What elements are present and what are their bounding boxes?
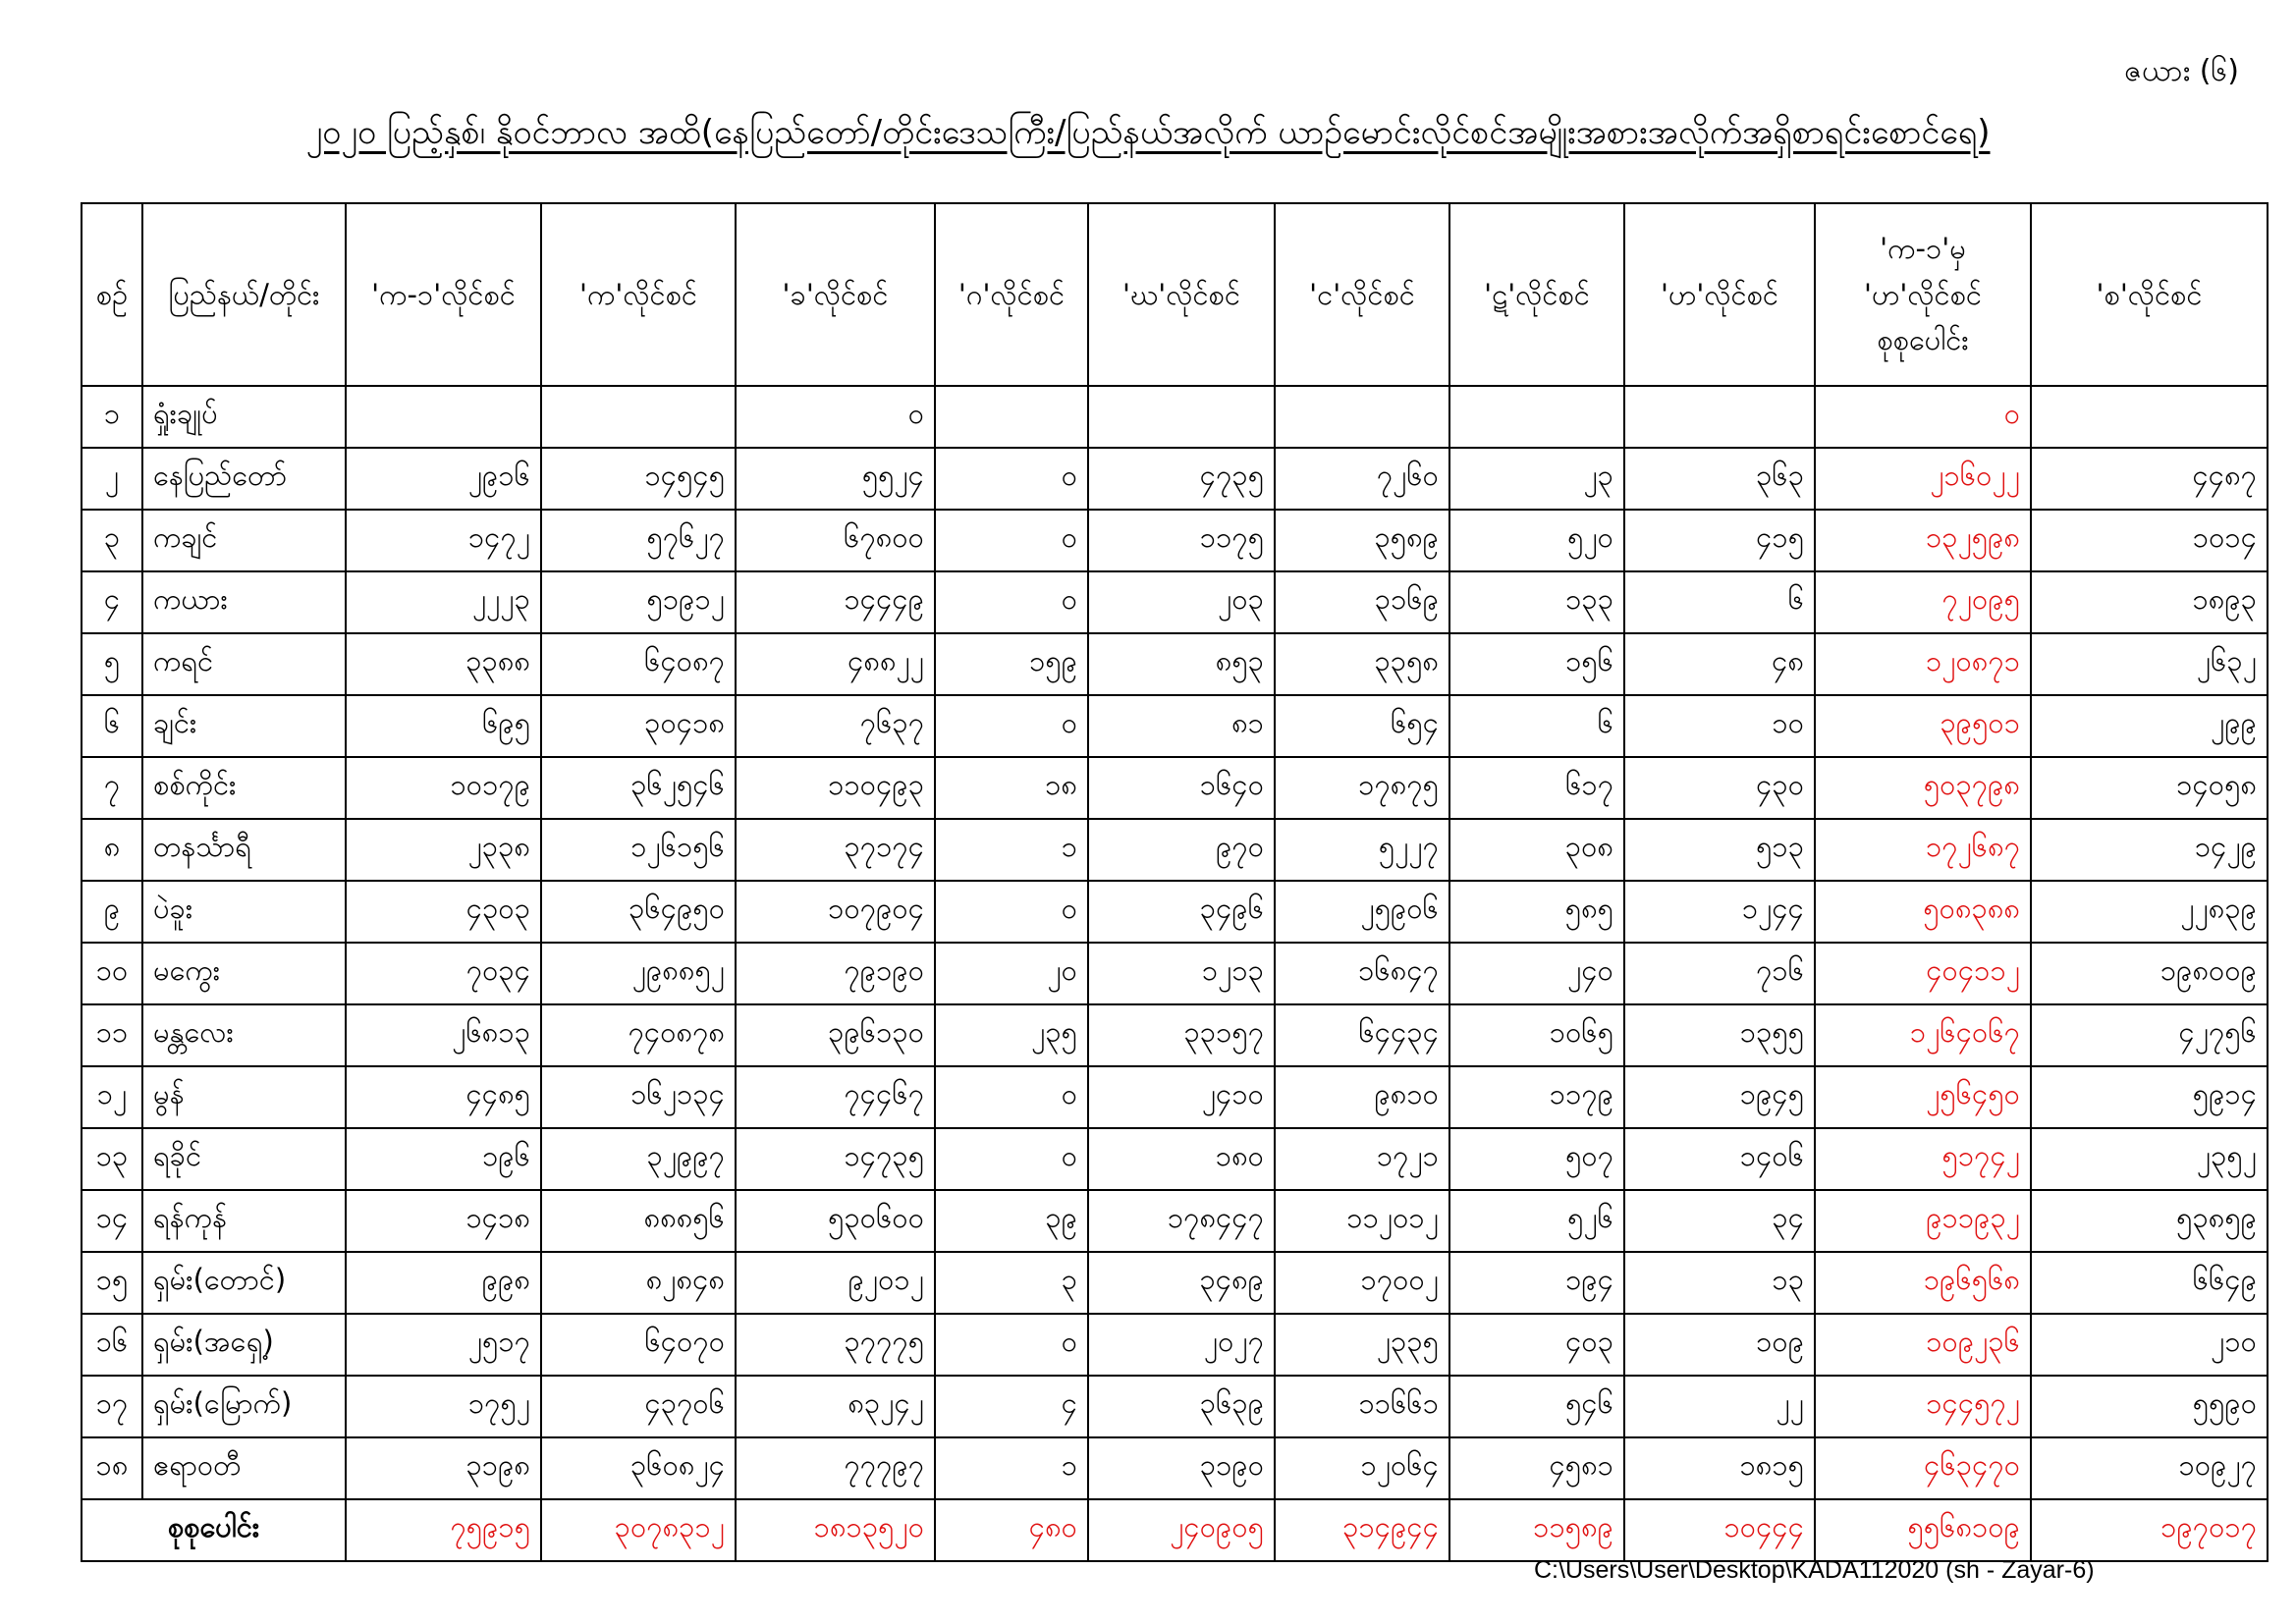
license-count-cell: ၅၁၉၁၂: [541, 571, 736, 633]
license-count-cell: ၆၄၀၈၇: [541, 633, 736, 695]
region-name-cell: ကချင်: [142, 510, 346, 571]
license-count-cell: ၁၄၅၄၅: [541, 448, 736, 510]
grand-total-cell: ၂၄၀၉၀၅: [1088, 1499, 1275, 1561]
license-count-cell: ၀: [736, 386, 935, 448]
license-count-cell: ၂၅၁၇: [346, 1314, 541, 1376]
license-count-cell: ၂၀၃: [1088, 571, 1275, 633]
license-count-cell: ၁၇၈၇၅: [1275, 757, 1449, 819]
table-row: [82, 1252, 2268, 1314]
license-count-cell: ၄၁၅: [1624, 510, 1815, 571]
license-count-cell: ၀: [935, 571, 1088, 633]
region-name-cell: မကွေး: [142, 943, 346, 1004]
license-count-cell: ၁၁၇၅: [1088, 510, 1275, 571]
region-name-cell: ရခိုင်: [142, 1128, 346, 1190]
license-count-cell: ၁၆၂၁၃၄: [541, 1066, 736, 1128]
license-count-cell: ၅၈၅: [1449, 881, 1624, 943]
region-name-cell: ရှုံးချုပ်: [142, 386, 346, 448]
license-count-cell: ၉၇၀: [1088, 819, 1275, 881]
license-count-cell: ၅၁၃: [1624, 819, 1815, 881]
grand-total-cell: ၁၈၁၃၅၂၀: [736, 1499, 935, 1561]
license-count-cell: [935, 386, 1088, 448]
license-count-cell: ၇၀၃၄: [346, 943, 541, 1004]
row-total-cell: ၁၀၉၂၃၆: [1815, 1314, 2031, 1376]
license-count-cell: ၁၀၁၄: [2031, 510, 2268, 571]
table-row: [82, 943, 2268, 1004]
document-title: [0, 110, 2296, 160]
license-count-cell: ၃၂၉၉၇: [541, 1128, 736, 1190]
region-name-cell: ကယား: [142, 571, 346, 633]
license-count-cell: ၆၇၈၀၀: [736, 510, 935, 571]
license-count-cell: ၃၁၉၈: [346, 1437, 541, 1499]
license-count-cell: ၀: [935, 695, 1088, 757]
license-count-cell: ၀: [935, 448, 1088, 510]
region-name-cell: ရှမ်း(မြောက်): [142, 1376, 346, 1437]
row-number-cell: ၈: [82, 819, 142, 881]
license-count-cell: ၂၆၈၁၃: [346, 1004, 541, 1066]
row-number-cell: ၁၅: [82, 1252, 142, 1314]
license-count-cell: ၃: [935, 1252, 1088, 1314]
row-total-cell: ၁၉၆၅၆၈: [1815, 1252, 2031, 1314]
header-cell: 'င'လိုင်စင်: [1275, 203, 1449, 386]
table-header-row: [82, 203, 2268, 386]
license-count-cell: ၈၈၈၅၆: [541, 1190, 736, 1252]
license-count-cell: ၃၄: [1624, 1190, 1815, 1252]
license-count-cell: ၃၄၉၆: [1088, 881, 1275, 943]
license-count-cell: ၇၄၀၈၇၈: [541, 1004, 736, 1066]
license-count-cell: ၆၄၀၇၀: [541, 1314, 736, 1376]
license-count-cell: ၃၅၈၉: [1275, 510, 1449, 571]
license-count-cell: ၆၁၇: [1449, 757, 1624, 819]
grand-total-label: စုစုပေါင်း: [82, 1499, 346, 1561]
row-number-cell: ၁: [82, 386, 142, 448]
row-number-cell: ၆: [82, 695, 142, 757]
row-number-cell: ၁၇: [82, 1376, 142, 1437]
row-total-cell: ၁၂၆၄၀၆၇: [1815, 1004, 2031, 1066]
license-count-cell: ၁၃: [1624, 1252, 1815, 1314]
license-count-cell: ၆၆၄၉: [2031, 1252, 2268, 1314]
license-count-cell: ၁၁၆၆၁: [1275, 1376, 1449, 1437]
row-number-cell: ၇: [82, 757, 142, 819]
license-count-cell: ၂၂၈၃၉: [2031, 881, 2268, 943]
license-count-cell: ၂၃၃၈: [346, 819, 541, 881]
license-count-cell: ၁၇၅၂: [346, 1376, 541, 1437]
header-cell: 'က'လိုင်စင်: [541, 203, 736, 386]
grand-total-cell: ၁၁၅၈၉: [1449, 1499, 1624, 1561]
license-count-cell: ၃၉: [935, 1190, 1088, 1252]
row-number-cell: ၁၀: [82, 943, 142, 1004]
grand-total-cell: ၃၀၇၈၃၁၂: [541, 1499, 736, 1561]
license-count-cell: ၉၂၀၁၂: [736, 1252, 935, 1314]
header-cell: 'ဋ'လိုင်စင်: [1449, 203, 1624, 386]
table-row: [82, 633, 2268, 695]
table-row: [82, 510, 2268, 571]
region-name-cell: ချင်း: [142, 695, 346, 757]
license-count-cell: ၂၃၃၅: [1275, 1314, 1449, 1376]
license-count-cell: ၅၇၆၂၇: [541, 510, 736, 571]
row-total-cell: ၁၃၂၅၉၈: [1815, 510, 2031, 571]
license-table: [81, 202, 2269, 1562]
license-count-cell: ၄: [935, 1376, 1088, 1437]
license-count-cell: ၂၆၃၂: [2031, 633, 2268, 695]
license-count-cell: ၄၅၈၁: [1449, 1437, 1624, 1499]
license-count-cell: ၁၅၉: [935, 633, 1088, 695]
license-count-cell: ၁၇၂၁: [1275, 1128, 1449, 1190]
license-count-cell: ၂၉၈၈၅၂: [541, 943, 736, 1004]
license-count-cell: ၃၃၅၈: [1275, 633, 1449, 695]
license-count-cell: ၄၃၀: [1624, 757, 1815, 819]
header-cell: 'စ'လိုင်စင်: [2031, 203, 2268, 386]
license-count-cell: ၂၉၉: [2031, 695, 2268, 757]
license-count-cell: ၉၈၁၀: [1275, 1066, 1449, 1128]
row-number-cell: ၁၃: [82, 1128, 142, 1190]
license-count-cell: ၀: [935, 1314, 1088, 1376]
license-count-cell: ၄၀၃: [1449, 1314, 1624, 1376]
license-count-cell: ၇၂၆၀: [1275, 448, 1449, 510]
license-count-cell: [1624, 386, 1815, 448]
license-count-cell: ၄၈: [1624, 633, 1815, 695]
header-cell: 'က-၁'လိုင်စင်: [346, 203, 541, 386]
license-count-cell: ၁: [935, 1437, 1088, 1499]
license-count-cell: ၄၄၈၇: [2031, 448, 2268, 510]
license-count-cell: ၆: [1624, 571, 1815, 633]
license-count-cell: ၁၂၄၄: [1624, 881, 1815, 943]
license-count-cell: ၉၉၈: [346, 1252, 541, 1314]
license-count-cell: ၄၇၃၅: [1088, 448, 1275, 510]
license-count-cell: ၁၄၇၂: [346, 510, 541, 571]
license-count-cell: ၀: [935, 1066, 1088, 1128]
license-count-cell: ၂၅၉၀၆: [1275, 881, 1449, 943]
license-count-cell: ၅၀၇: [1449, 1128, 1624, 1190]
license-count-cell: ၁၈၀: [1088, 1128, 1275, 1190]
license-count-cell: ၁၁၀၄၉၃: [736, 757, 935, 819]
grand-total-cell: ၁၀၄၄၄: [1624, 1499, 1815, 1561]
license-count-cell: ၃၇၇၇၅: [736, 1314, 935, 1376]
license-count-cell: ၃၉၆၁၃၀: [736, 1004, 935, 1066]
license-count-cell: ၇၇၇၉၇: [736, 1437, 935, 1499]
grand-total-cell: ၃၁၄၉၄၄: [1275, 1499, 1449, 1561]
license-count-cell: [346, 386, 541, 448]
license-count-cell: ၄၂၇၅၆: [2031, 1004, 2268, 1066]
license-count-cell: ၁၉၄၅: [1624, 1066, 1815, 1128]
license-count-cell: ၃၆၃၉: [1088, 1376, 1275, 1437]
header-cell: 'ဂ'လိုင်စင်: [935, 203, 1088, 386]
license-count-cell: ၄၃၇၀၆: [541, 1376, 736, 1437]
license-count-cell: ၁၁၇၉: [1449, 1066, 1624, 1128]
row-total-cell: ၇၂၀၉၅: [1815, 571, 2031, 633]
license-count-cell: ၁၁၂၀၁၂: [1275, 1190, 1449, 1252]
license-count-cell: ၅၃၀၆၀၀: [736, 1190, 935, 1252]
license-count-cell: ၁၄၄၄၉: [736, 571, 935, 633]
grand-total-row: [82, 1499, 2268, 1561]
row-total-cell: ၅၁၇၄၂: [1815, 1128, 2031, 1190]
license-count-cell: ၁၆၄၀: [1088, 757, 1275, 819]
license-count-cell: ၆၅၄: [1275, 695, 1449, 757]
license-count-cell: ၇၉၁၉၀: [736, 943, 935, 1004]
grand-total-cell: ၁၉၇၀၁၇: [2031, 1499, 2268, 1561]
license-count-cell: [2031, 386, 2268, 448]
license-count-cell: ၁၀၇၉၀၄: [736, 881, 935, 943]
license-count-cell: ၁: [935, 819, 1088, 881]
row-number-cell: ၂: [82, 448, 142, 510]
license-count-cell: [541, 386, 736, 448]
license-count-cell: ၅၂၀: [1449, 510, 1624, 571]
license-count-cell: ၄၃၀၃: [346, 881, 541, 943]
license-count-cell: ၈၅၃: [1088, 633, 1275, 695]
region-name-cell: ရှမ်း(အရှေ့): [142, 1314, 346, 1376]
license-count-cell: ၈၃၂၄၂: [736, 1376, 935, 1437]
license-count-cell: ၂၀၂၇: [1088, 1314, 1275, 1376]
region-name-cell: မွန်: [142, 1066, 346, 1128]
header-cell: 'ဃ'လိုင်စင်: [1088, 203, 1275, 386]
license-count-cell: ၃၁၆၉: [1275, 571, 1449, 633]
table-row: [82, 1066, 2268, 1128]
license-count-cell: ၁၆၈၄၇: [1275, 943, 1449, 1004]
table-row: [82, 819, 2268, 881]
region-name-cell: ကရင်: [142, 633, 346, 695]
license-count-cell: ၄၈၈၂၂: [736, 633, 935, 695]
license-count-cell: ၁၂၁၃: [1088, 943, 1275, 1004]
row-total-cell: ၁၄၄၅၇၂: [1815, 1376, 2031, 1437]
license-count-cell: ၂၉၁၆: [346, 448, 541, 510]
license-count-cell: ၃၀၈: [1449, 819, 1624, 881]
license-count-cell: ၆၄၄၃၄: [1275, 1004, 1449, 1066]
license-count-cell: ၁၀၉: [1624, 1314, 1815, 1376]
license-count-cell: ၁၉၆: [346, 1128, 541, 1190]
region-name-cell: မန္တလေး: [142, 1004, 346, 1066]
table-row: [82, 881, 2268, 943]
license-count-cell: ၁၈: [935, 757, 1088, 819]
license-count-cell: ၁၂၀၆၄: [1275, 1437, 1449, 1499]
table-row: [82, 448, 2268, 510]
license-count-cell: [1449, 386, 1624, 448]
region-name-cell: တနင်္သာရီ: [142, 819, 346, 881]
license-count-cell: ၁၅၆: [1449, 633, 1624, 695]
license-count-cell: ၃၄၈၉: [1088, 1252, 1275, 1314]
row-total-cell: ၃၉၅၀၁: [1815, 695, 2031, 757]
license-count-cell: ၁၄၀၅၈: [2031, 757, 2268, 819]
license-count-cell: ၁၀၉၂၇: [2031, 1437, 2268, 1499]
row-number-cell: ၅: [82, 633, 142, 695]
license-count-cell: ၈၁: [1088, 695, 1275, 757]
document-title-text: ၂၀၂၀ ပြည့်နှစ်၊ နိုဝင်ဘာလ အထိ(နေပြည်တော်/တိုင်းဒေသကြီး/ပြည်နယ်အလိုက် ယာဉ်မောင်းလိုင်စင်အမျိုးအစားအလိုက်အရှိစာရင်းစောင်ရေ): [305, 113, 1991, 152]
license-count-cell: ၈၂၈၄၈: [541, 1252, 736, 1314]
license-count-cell: ၀: [935, 881, 1088, 943]
license-count-cell: ၅၅၉၀: [2031, 1376, 2268, 1437]
license-count-cell: ၃၃၁၅၇: [1088, 1004, 1275, 1066]
license-count-cell: ၇၄၄၆၇: [736, 1066, 935, 1128]
region-name-cell: နေပြည်တော်: [142, 448, 346, 510]
row-total-cell: ၄၆၃၄၇၀: [1815, 1437, 2031, 1499]
table-row: [82, 1376, 2268, 1437]
row-number-cell: ၁၆: [82, 1314, 142, 1376]
table-body: [82, 386, 2268, 1561]
license-count-cell: ၃၆၂၅၄၆: [541, 757, 736, 819]
license-count-cell: ၂၀: [935, 943, 1088, 1004]
header-cell: 'ခ'လိုင်စင်: [736, 203, 935, 386]
license-count-cell: ၆၉၅: [346, 695, 541, 757]
license-count-cell: ၁၀: [1624, 695, 1815, 757]
license-count-cell: ၃၆၃: [1624, 448, 1815, 510]
row-number-cell: ၃: [82, 510, 142, 571]
license-count-cell: ၃၆၄၉၅၀: [541, 881, 736, 943]
license-count-cell: ၁၈၁၅: [1624, 1437, 1815, 1499]
row-total-cell: ၁၂၀၈၇၁: [1815, 633, 2031, 695]
row-total-cell: ၀: [1815, 386, 2031, 448]
region-name-cell: ရန်ကုန်: [142, 1190, 346, 1252]
license-count-cell: ၁၇၈၄၄၇: [1088, 1190, 1275, 1252]
license-count-cell: ၁၄၁၈: [346, 1190, 541, 1252]
table-row: [82, 757, 2268, 819]
license-count-cell: ၅၂၆: [1449, 1190, 1624, 1252]
license-count-cell: ၀: [935, 1128, 1088, 1190]
license-count-cell: ၃၀၄၁၈: [541, 695, 736, 757]
row-total-cell: ၂၅၆၄၅၀: [1815, 1066, 2031, 1128]
license-count-cell: ၂၄၀: [1449, 943, 1624, 1004]
license-count-cell: ၁၈၉၃: [2031, 571, 2268, 633]
license-count-cell: ၁၂၆၁၅၆: [541, 819, 736, 881]
row-total-cell: ၂၁၆၀၂၂: [1815, 448, 2031, 510]
license-count-cell: ၅၂၂၇: [1275, 819, 1449, 881]
header-cell: 'ဟ'လိုင်စင်: [1624, 203, 1815, 386]
header-cell: 'က-၁'မှ 'ဟ'လိုင်စင် စုစုပေါင်း: [1815, 203, 2031, 386]
license-count-cell: ၅၉၁၄: [2031, 1066, 2268, 1128]
license-count-cell: ၀: [935, 510, 1088, 571]
license-count-cell: ၂၄၁၀: [1088, 1066, 1275, 1128]
license-count-cell: ၂၃: [1449, 448, 1624, 510]
row-total-cell: ၅၀၈၃၈၈: [1815, 881, 2031, 943]
license-count-cell: ၄၄၈၅: [346, 1066, 541, 1128]
region-name-cell: စစ်ကိုင်း: [142, 757, 346, 819]
table-row: [82, 1004, 2268, 1066]
license-count-cell: ၆: [1449, 695, 1624, 757]
row-total-cell: ၄၀၄၁၁၂: [1815, 943, 2031, 1004]
license-count-cell: ၃၇၁၇၄: [736, 819, 935, 881]
region-name-cell: ဧရာဝတီ: [142, 1437, 346, 1499]
row-number-cell: ၄: [82, 571, 142, 633]
license-count-cell: ၁၄၂၉: [2031, 819, 2268, 881]
table-row: [82, 571, 2268, 633]
header-cell: ပြည်နယ်/တိုင်း: [142, 203, 346, 386]
row-total-cell: ၉၁၁၉၃၂: [1815, 1190, 2031, 1252]
row-number-cell: ၁၈: [82, 1437, 142, 1499]
license-count-cell: ၂၃၅၂: [2031, 1128, 2268, 1190]
table-row: [82, 386, 2268, 448]
page-label: ဇယား (၆): [2124, 54, 2239, 88]
license-count-cell: ၁၄၇၃၅: [736, 1128, 935, 1190]
table-row: [82, 1437, 2268, 1499]
row-number-cell: ၉: [82, 881, 142, 943]
license-count-cell: ၁၄၀၆: [1624, 1128, 1815, 1190]
license-count-cell: ၂၁၀: [2031, 1314, 2268, 1376]
license-count-cell: ၁၇၀၀၂: [1275, 1252, 1449, 1314]
license-count-cell: ၃၁၉၀: [1088, 1437, 1275, 1499]
header-cell: စဉ်: [82, 203, 142, 386]
table-row: [82, 695, 2268, 757]
region-name-cell: ပဲခူး: [142, 881, 346, 943]
grand-total-cell: ၇၅၉၁၅: [346, 1499, 541, 1561]
row-total-cell: ၅၀၃၇၉၈: [1815, 757, 2031, 819]
license-count-cell: [1275, 386, 1449, 448]
table-row: [82, 1128, 2268, 1190]
license-count-cell: ၅၄၆: [1449, 1376, 1624, 1437]
license-count-cell: ၅၃၈၅၉: [2031, 1190, 2268, 1252]
row-total-cell: ၁၇၂၆၈၇: [1815, 819, 2031, 881]
license-count-cell: ၁၃၃: [1449, 571, 1624, 633]
license-count-cell: ၂၃၅: [935, 1004, 1088, 1066]
row-number-cell: ၁၁: [82, 1004, 142, 1066]
license-count-cell: ၁၉၈၀၀၉: [2031, 943, 2268, 1004]
license-count-cell: [1088, 386, 1275, 448]
license-count-cell: ၃၃၈၈: [346, 633, 541, 695]
license-count-cell: ၂၂၂၃: [346, 571, 541, 633]
license-count-cell: ၇၁၆: [1624, 943, 1815, 1004]
footer-file-path: C:\Users\User\Desktop\KADA112020 (sh - Zayar-6): [1534, 1556, 2095, 1584]
grand-total-cell: ၅၅၆၈၁၀၉: [1815, 1499, 2031, 1561]
table-row: [82, 1190, 2268, 1252]
license-count-cell: ၁၃၅၅: [1624, 1004, 1815, 1066]
license-count-cell: ၅၅၂၄: [736, 448, 935, 510]
license-count-cell: ၃၆၀၈၂၄: [541, 1437, 736, 1499]
grand-total-cell: ၄၈၀: [935, 1499, 1088, 1561]
license-count-cell: ၂၂: [1624, 1376, 1815, 1437]
license-count-cell: ၇၆၃၇: [736, 695, 935, 757]
row-number-cell: ၁၄: [82, 1190, 142, 1252]
license-count-cell: ၁၉၄: [1449, 1252, 1624, 1314]
row-number-cell: ၁၂: [82, 1066, 142, 1128]
region-name-cell: ရှမ်း(တောင်): [142, 1252, 346, 1314]
license-count-cell: ၁၀၆၅: [1449, 1004, 1624, 1066]
license-count-cell: ၁၀၁၇၉: [346, 757, 541, 819]
table-row: [82, 1314, 2268, 1376]
